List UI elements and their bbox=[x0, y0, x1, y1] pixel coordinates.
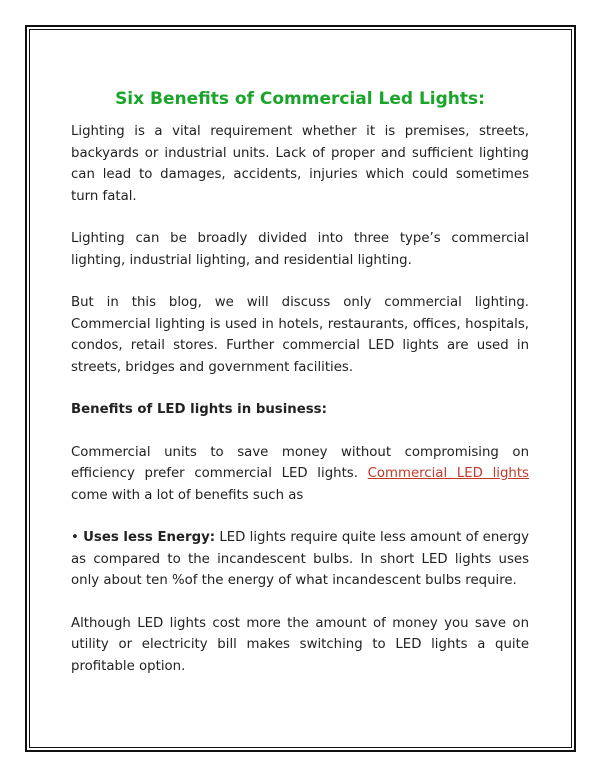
paragraph-save-money-text: Commercial units to save money without compromising on efficiency prefer commercial LED lights. bbox=[71, 444, 529, 481]
paragraph-save-money bbox=[71, 442, 529, 507]
commercial-led-lights-link[interactable]: Commercial LED lights bbox=[367, 466, 529, 481]
document-body bbox=[71, 88, 529, 677]
benefit-title: Uses less Energy: bbox=[83, 530, 216, 545]
benefit-description: LED lights require quite less amount of energy as compared to the incandescent bulbs. In short LED lights uses only about ten %of the energy of what incandescent bulbs require. bbox=[71, 530, 530, 588]
section-heading-benefits: Benefits of LED lights in business: bbox=[71, 402, 327, 417]
paragraph-lighting-requirement: Lighting is a vital requirement whether it is premises, streets, backyards or industrial units. Lack of proper and sufficient lighting can lead to damages, accidents, injuries which could sometimes turn fatal. bbox=[71, 124, 529, 204]
document-title: Six Benefits of Commercial Led Lights: bbox=[115, 89, 485, 109]
paragraph-cost-savings: Although LED lights cost more the amount of money you save on utility or electricity bill makes switching to LED lights a quite profitable option. bbox=[71, 615, 529, 674]
paragraph-commercial-lighting: But in this blog, we will discuss only commercial lighting. Commercial lighting is used in hotels, restaurants, offices, hospitals, condos, retail stores. Further commercial LED lights are used in streets, bridges and government facilities. bbox=[71, 295, 529, 375]
benefit-list-item bbox=[71, 527, 529, 592]
bullet-icon: • bbox=[71, 530, 79, 545]
paragraph-lighting-types: Lighting can be broadly divided into three type’s commercial lighting, industrial lighting, and residential lighting. bbox=[71, 231, 529, 268]
paragraph-save-money-text-end: come with a lot of benefits such as bbox=[71, 487, 304, 503]
